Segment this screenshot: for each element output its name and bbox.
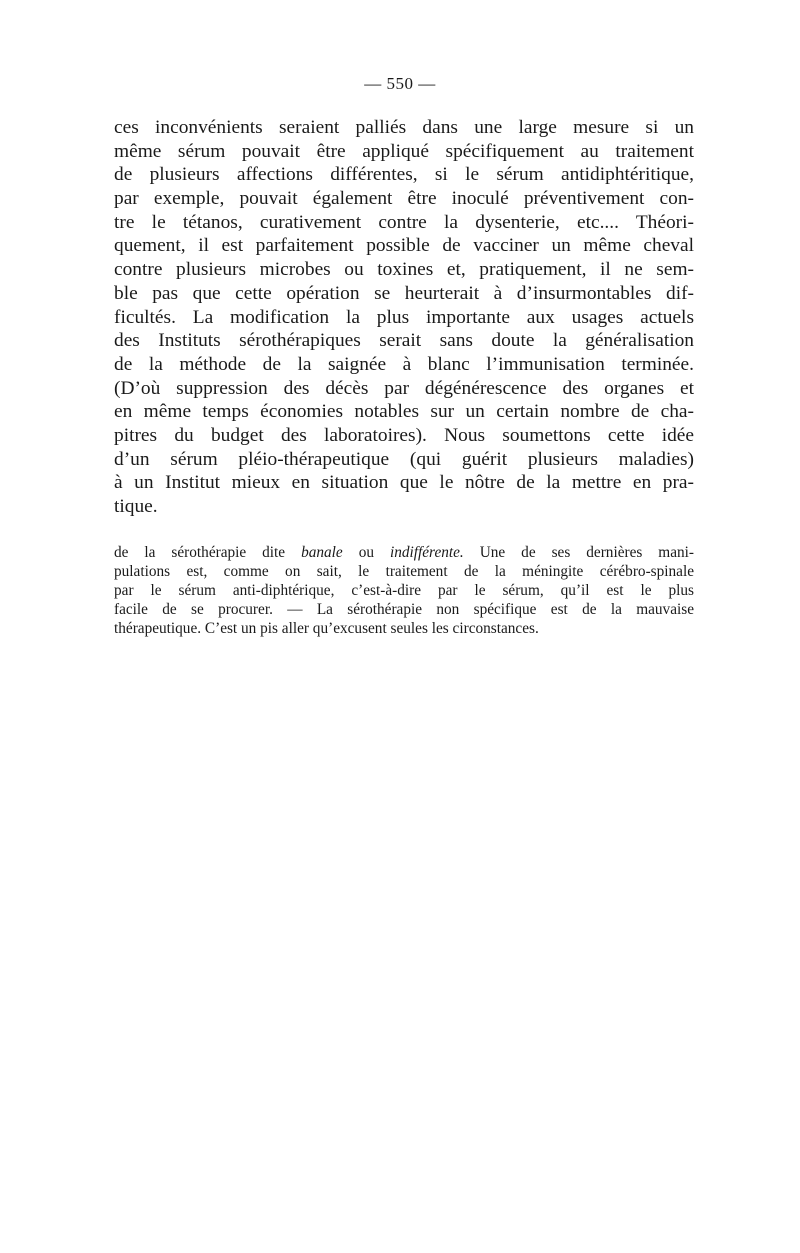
- text-line: (D’où suppression des décès par dégénérescence des organes et: [114, 377, 694, 399]
- footnote-text: ou: [342, 544, 390, 561]
- footnote-emphasis: indifférente.: [389, 544, 464, 561]
- footnote-text: de la sérothérapie dite: [114, 544, 302, 561]
- footnote-line: facile de se procurer. — La sérothérapie non spécifique est de la mauvaise: [114, 601, 694, 618]
- footnote-line: [114, 543, 694, 562]
- text-line: ces inconvénients seraient palliés dans une large mesure si un: [114, 117, 694, 138]
- footnote-line: pulations est, comme on sait, le traitement de la méningite cérébro-spinale: [114, 563, 694, 580]
- text-line: des Instituts sérothérapiques serait sans doute la généralisation: [114, 330, 694, 352]
- text-line: ficultés. La modification la plus importante aux usages actuels: [114, 306, 694, 328]
- text-line: pitres du budget des laboratoires). Nous soumettons cette idée: [114, 424, 694, 446]
- footnote-line: par le sérum anti-diphtérique, c’est-à-dire par le sérum, qu’il est le plus: [114, 582, 694, 599]
- text-line: de la méthode de la saignée à blanc l’immunisation terminée.: [114, 353, 694, 375]
- text-line: par exemple, pouvait également être inoculé préventivement con-: [114, 188, 694, 210]
- text-line: à un Institut mieux en situation que le nôtre de la mettre en pra-: [114, 472, 694, 494]
- text-line: quement, il est parfaitement possible de vacciner un même cheval: [114, 235, 694, 257]
- footnote-emphasis: banale: [301, 544, 343, 561]
- main-paragraph: [114, 116, 694, 519]
- text-line: d’un sérum pléio-thérapeutique (qui guérit plusieurs maladies): [114, 448, 694, 470]
- text-line: tique.: [114, 496, 158, 517]
- text-line: tre le tétanos, curativement contre la dysenterie, etc.... Théori-: [114, 211, 694, 233]
- page-number: — 550 —: [364, 74, 436, 93]
- text-line: même sérum pouvait être appliqué spécifiquement au traitement: [114, 140, 694, 162]
- text-line: en même temps économies notables sur un certain nombre de cha-: [114, 401, 694, 423]
- text-line: de plusieurs affections différentes, si le sérum antidiphtéritique,: [114, 164, 694, 186]
- text-line: contre plusieurs microbes ou toxines et, pratiquement, il ne sem-: [114, 259, 694, 281]
- footnote-text: Une de ses dernières mani-: [463, 544, 694, 561]
- footnote: [114, 543, 694, 638]
- footnote-line: thérapeutique. C’est un pis aller qu’excusent seules les circonstances.: [114, 620, 539, 637]
- text-line: ble pas que cette opération se heurterait à d’insurmontables dif-: [114, 282, 694, 304]
